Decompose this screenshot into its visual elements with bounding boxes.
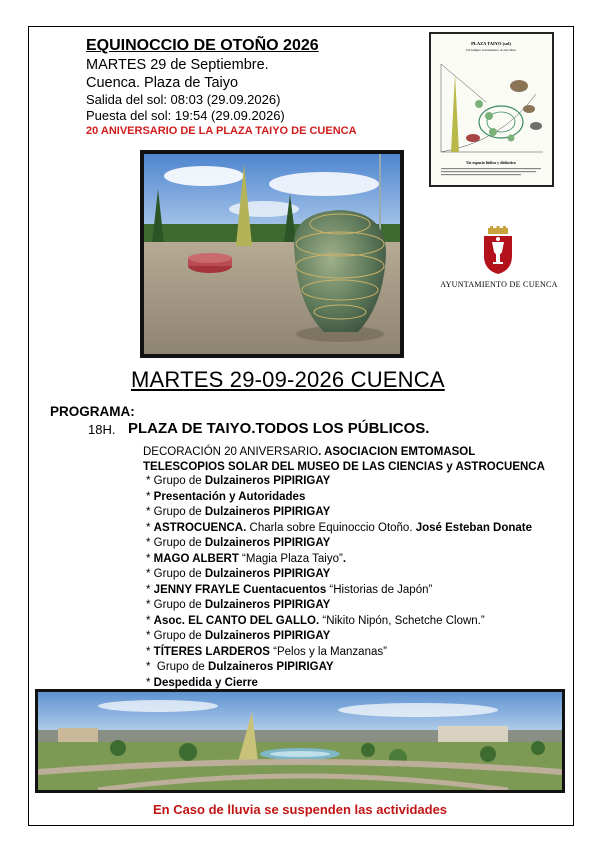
program-item-normal: Grupo de [153, 506, 205, 518]
program-item-bullet: * [146, 521, 154, 534]
program-item-normal: Grupo de [153, 599, 205, 611]
cuenca-crest-icon [480, 226, 516, 276]
programa-label: PROGRAMA: [50, 404, 135, 419]
program-item-bold: Dulzaineros PIPIRIGAY [208, 661, 334, 673]
program-item-bold2: José Esteban Donate [415, 521, 533, 534]
program-item-normal: Grupo de [153, 568, 205, 580]
decoration-normal: DECORACIÓN 20 ANIVERSARIO [143, 446, 319, 458]
booklet-title: PLAZA TAIYO (sol) [471, 41, 511, 46]
program-item [146, 614, 532, 630]
program-item-bullet: * [146, 568, 154, 580]
program-item-bullet: * [146, 475, 154, 487]
program-item-normal: Grupo de [153, 630, 205, 642]
program-item-bold: Asoc. EL CANTO DEL GALLO. [153, 614, 320, 627]
program-item [146, 536, 532, 552]
program-item-bold: Despedida y Cierre [153, 676, 258, 689]
program-item-bullet: * [146, 661, 157, 673]
program-item-normal: Grupo de [156, 661, 209, 673]
program-item-normal: Grupo de [153, 537, 205, 549]
program-item-after: “Magia Plaza Taiyo” [238, 552, 343, 565]
program-item-bullet: * [146, 537, 154, 549]
date-heading: MARTES 29-09-2026 CUENCA [131, 367, 445, 392]
program-item-bold: ASTROCUENCA. [153, 521, 247, 534]
program-item [146, 505, 532, 521]
program-item-bullet: * [146, 630, 154, 642]
program-item-bullet: * [146, 645, 154, 658]
program-item [146, 598, 532, 614]
program-item-after: Charla sobre Equinoccio Otoño. [246, 521, 416, 534]
ayuntamiento-logo-text: AYUNTAMIENTO DE CUENCA [440, 280, 558, 289]
program-item-after: “Nikito Nipón, Schetche Clown.” [319, 614, 485, 627]
telescopes-line: TELESCOPIOS SOLAR DEL MUSEO DE LAS CIENCIAS y ASTROCUENCA [143, 461, 545, 473]
program-item-bullet: * [146, 614, 154, 627]
booklet-caption: Un espacio lúdico y didáctico [466, 160, 516, 165]
program-item-bold: Dulzaineros PIPIRIGAY [204, 630, 331, 642]
program-item-bold: Presentación y Autoridades [153, 490, 306, 503]
program-item [146, 474, 532, 490]
booklet-subtitle: Un templo astronómico al aire libre [466, 48, 516, 52]
program-item-bullet: * [146, 506, 154, 518]
program-item [146, 629, 532, 645]
event-title: EQUINOCCIO DE OTOÑO 2026 [86, 37, 319, 54]
program-item-bold: Dulzaineros PIPIRIGAY [204, 506, 331, 518]
decoration-block [143, 445, 573, 475]
rain-notice: En Caso de lluvia se suspenden las actividades [152, 802, 448, 817]
decoration-bold: . ASOCIACION EMTOMASOL [318, 446, 476, 458]
program-item-bold: JENNY FRAYLE Cuentacuentos [153, 583, 327, 596]
program-item [146, 567, 532, 583]
anniversary-note: 20 ANIVERSARIO DE LA PLAZA TAIYO DE CUENCA [86, 125, 357, 137]
program-item-bold: Dulzaineros PIPIRIGAY [204, 537, 331, 549]
program-item-bullet: * [146, 583, 154, 596]
venue-heading: PLAZA DE TAIYO.TODOS LOS PÚBLICOS. [128, 420, 430, 437]
program-item-bullet: * [146, 599, 154, 611]
plaza-sculpture-photo [140, 150, 404, 358]
program-item-normal: Grupo de [153, 475, 205, 487]
program-item-bold: MAGO ALBERT [153, 552, 239, 565]
program-list [146, 474, 532, 707]
program-item [146, 583, 532, 599]
plaza-booklet-image [429, 32, 554, 187]
program-item-bold: TÍTERES LARDEROS [153, 645, 270, 658]
program-item [146, 521, 532, 537]
program-item-after: “Historias de Japón” [326, 583, 433, 596]
program-item [146, 552, 532, 568]
program-item-bold: Dulzaineros PIPIRIGAY [204, 599, 331, 611]
sunrise-time: Salida del sol: 08:03 (29.09.2026) [86, 92, 281, 107]
program-item [146, 660, 532, 676]
program-item-after: “Pelos y la Manzanas” [269, 645, 387, 658]
start-time: 18H. [88, 422, 116, 437]
event-header [86, 36, 406, 139]
program-item [146, 645, 532, 661]
program-item-bullet: * [146, 676, 154, 689]
program-item-bold2: . [342, 552, 347, 565]
plaza-panorama-photo [35, 689, 565, 793]
program-item-bold: Dulzaineros PIPIRIGAY [204, 568, 331, 580]
sunset-time: Puesta del sol: 19:54 (29.09.2026) [86, 108, 285, 123]
program-item [146, 490, 532, 506]
program-item-bullet: * [146, 552, 154, 565]
event-location: Cuenca. Plaza de Taiyo [86, 75, 239, 91]
event-date: MARTES 29 de Septiembre. [86, 57, 269, 73]
program-item-bold: Dulzaineros PIPIRIGAY [204, 475, 331, 487]
program-item-bullet: * [146, 490, 154, 503]
